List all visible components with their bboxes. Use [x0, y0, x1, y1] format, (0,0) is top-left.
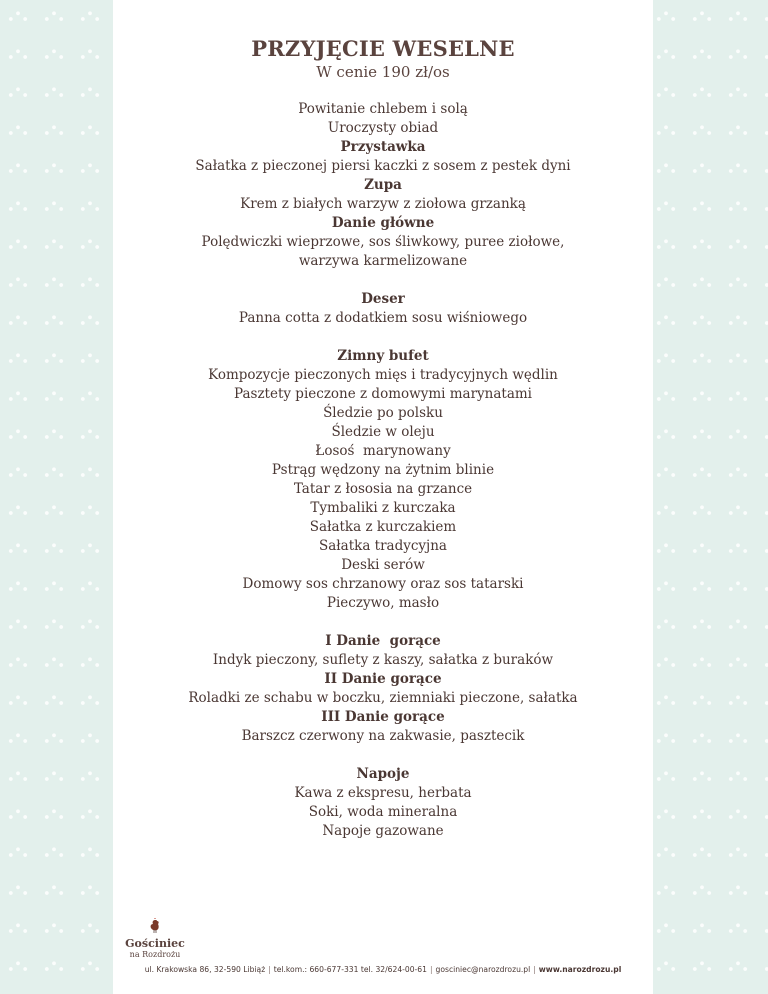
brand-logo: [125, 918, 185, 960]
menu-line: Śledzie po polsku: [323, 405, 443, 421]
menu-line: Tymbaliki z kurczaka: [310, 500, 456, 516]
section-heading-danie-glowne: Danie główne: [331, 215, 435, 231]
menu-line: Śledzie w oleju: [331, 424, 435, 440]
menu-line: Sałatka tradycyjna: [319, 538, 447, 554]
section-heading-zimny-bufet: Zimny bufet: [337, 348, 429, 364]
menu-line: Indyk pieczony, suflety z kaszy, sałatka z buraków: [212, 652, 554, 668]
spacer: [113, 328, 653, 347]
menu-line: Roladki ze schabu w boczku, ziemniaki pieczone, sałatka: [188, 690, 578, 706]
menu-line: Sałatka z pieczonej piersi kaczki z sosem z pestek dyni: [195, 158, 571, 174]
section-heading-zupa: Zupa: [364, 177, 402, 193]
page-title: PRZYJĘCIE WESELNE: [251, 36, 515, 61]
section-heading-danie-1: I Danie gorące: [325, 633, 441, 649]
section-heading-danie-3: III Danie gorące: [321, 709, 445, 725]
menu-line: Napoje gazowane: [322, 823, 444, 839]
spacer: [113, 271, 653, 290]
email-link[interactable]: gosciniec@narozdrozu.pl: [435, 965, 531, 974]
menu-line: Uroczysty obiad: [327, 120, 439, 136]
menu-line: Krem z białych warzyw z ziołowa grzanką: [240, 196, 526, 212]
price-subtitle: W cenie 190 zł/os: [316, 63, 450, 81]
menu-line: Barszcz czerwony na zakwasie, pasztecik: [241, 728, 525, 744]
menu-line: Powitanie chlebem i solą: [298, 101, 468, 117]
menu-line: Panna cotta z dodatkiem sosu wiśniowego: [238, 310, 528, 326]
website-link[interactable]: www.narozdrozu.pl: [538, 965, 622, 974]
section-heading-przystawka: Przystawka: [340, 139, 426, 155]
menu-line: warzywa karmelizowane: [298, 253, 468, 269]
menu-list: [113, 100, 653, 841]
logo-subname: na Rozdrożu: [129, 950, 181, 959]
section-heading-danie-2: II Danie gorące: [324, 671, 442, 687]
menu-line: Kompozycje pieczonych mięs i tradycyjnych wędlin: [208, 367, 558, 383]
section-heading-napoje: Napoje: [356, 766, 410, 782]
address-text: ul. Krakowska 86, 32-590 Libiąż: [144, 965, 266, 974]
menu-line: Łosoś marynowany: [315, 443, 451, 459]
menu-line: Sałatka z kurczakiem: [309, 519, 457, 535]
menu-line: Kawa z ekspresu, herbata: [294, 785, 472, 801]
spacer: [113, 746, 653, 765]
spacer: [113, 613, 653, 632]
phone-text: tel.kom.: 660-677-331 tel. 32/624-00-61: [273, 965, 427, 974]
rooster-icon: [125, 918, 185, 938]
contact-footer: [113, 965, 653, 974]
separator: |: [268, 965, 271, 974]
section-heading-deser: Deser: [361, 291, 405, 307]
menu-line: Domowy sos chrzanowy oraz sos tatarski: [242, 576, 524, 592]
logo-name: Gościniec: [125, 937, 185, 950]
menu-line: Pstrąg wędzony na żytnim blinie: [271, 462, 495, 478]
menu-page: [113, 0, 653, 994]
separator: |: [533, 965, 536, 974]
menu-line: Pieczywo, masło: [326, 595, 440, 611]
menu-line: Polędwiczki wieprzowe, sos śliwkowy, puree ziołowe,: [201, 234, 565, 250]
menu-line: Tatar z łososia na grzance: [293, 481, 473, 497]
separator: |: [429, 965, 433, 974]
menu-line: Deski serów: [341, 557, 425, 573]
menu-line: Pasztety pieczone z domowymi marynatami: [233, 386, 532, 402]
menu-line: Soki, woda mineralna: [308, 804, 458, 820]
